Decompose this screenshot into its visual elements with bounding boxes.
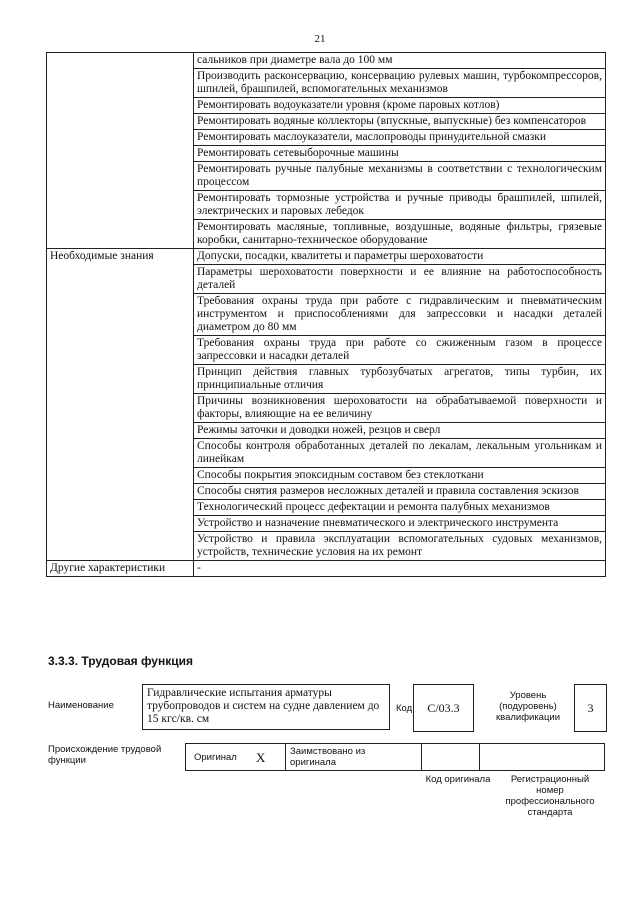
table-cell: - [194,561,606,577]
table-cell: Ремонтировать водяные коллекторы (впускные, выпускные) без компенсаторов [194,114,606,130]
reg-number-cell [480,744,604,770]
table-cell: Ремонтировать водоуказатели уровня (кроме паровых котлов) [194,98,606,114]
table-row [47,249,606,265]
skills-knowledge-table [46,52,606,577]
function-name-box: Гидравлические испытания арматуры трубопроводов и систем на судне давлением до 15 кгс/кв. см [142,684,390,730]
table-cell: Ремонтировать тормозные устройства и ручные приводы брашпилей, шпилей, электрических и паровых лебедок [194,191,606,220]
table-cell: Причины возникновения шероховатости на обрабатываемой поверхности и факторы, влияющие на ее величину [194,394,606,423]
table-cell: Режимы заточки и доводки ножей, резцов и сверл [194,423,606,439]
table-cell: Ремонтировать сетевыборочные машины [194,146,606,162]
borrowed-label: Заимствовано из оригинала [290,746,366,768]
table-row [47,561,606,577]
table-cell: Способы контроля обработанных деталей по лекалам, лекальным угольникам и линейкам [194,439,606,468]
reg-number-caption: Регистрационный номер профессионального стандарта [505,774,595,818]
table-cell: Параметры шероховатости поверхности и ее влияние на работоспособность деталей [194,265,606,294]
table-cell: Ремонтировать маслоуказатели, маслопроводы принудительной смазки [194,130,606,146]
table-cell: Ремонтировать масляные, топливные, воздушные, водяные фильтры, грязевые коробки, санитарно-техническое оборудование [194,220,606,249]
table-cell: Требования охраны труда при работе с гидравлическим и пневматическим инструментом и приспособлениями для запрессовки и насадки деталей диаметром до 80 мм [194,294,606,336]
borrowed-cell [286,744,422,770]
original-mark: X [256,750,266,765]
code-original-caption: Код оригинала [425,774,491,785]
original-cell [186,744,286,770]
table-cell: Ремонтировать ручные палубные механизмы в соответствии с технологическим процессом [194,162,606,191]
origin-row [185,743,605,771]
table-cell: сальников при диаметре вала до 100 мм [194,53,606,69]
row-group-label: Необходимые знания [47,249,194,561]
table-cell: Устройство и назначение пневматического и электрического инструмента [194,516,606,532]
page-number: 21 [314,33,326,45]
code-original-cell [422,744,480,770]
table-cell: Технологический процесс дефектации и ремонта палубных механизмов [194,500,606,516]
original-label: Оригинал [194,752,237,763]
level-label: Уровень (подуровень) квалификации [495,690,561,723]
table-cell: Требования охраны труда при работе со сжиженным газом в процессе запрессовки и насадки деталей [194,336,606,365]
table-cell: Допуски, посадки, квалитеты и параметры шероховатости [194,249,606,265]
level-value-box: 3 [574,684,607,732]
origin-label: Происхождение трудовой функции [48,744,162,766]
table-cell: Принцип действия главных турбозубчатых агрегатов, типы турбин, их принципиальные отличия [194,365,606,394]
row-group-label: Другие характеристики [47,561,194,577]
table-cell: Устройство и правила эксплуатации вспомогательных судовых механизмов, устройств, технические условия на их ремонт [194,532,606,561]
table-body [47,53,606,577]
code-label: Код [396,703,413,714]
table-cell: Способы снятия размеров несложных деталей и правила составления эскизов [194,484,606,500]
row-group-label [47,53,194,249]
table-cell: Способы покрытия эпоксидным составом без стеклоткани [194,468,606,484]
code-value-box: С/03.3 [413,684,474,732]
table-row [47,53,606,69]
section-title: 3.3.3. Трудовая функция [48,654,193,668]
name-label: Наименование [48,700,114,711]
table-cell: Производить расконсервацию, консервацию рулевых машин, турбокомпрессоров, шпилей, брашпилей, вспомогательных механизмов [194,69,606,98]
